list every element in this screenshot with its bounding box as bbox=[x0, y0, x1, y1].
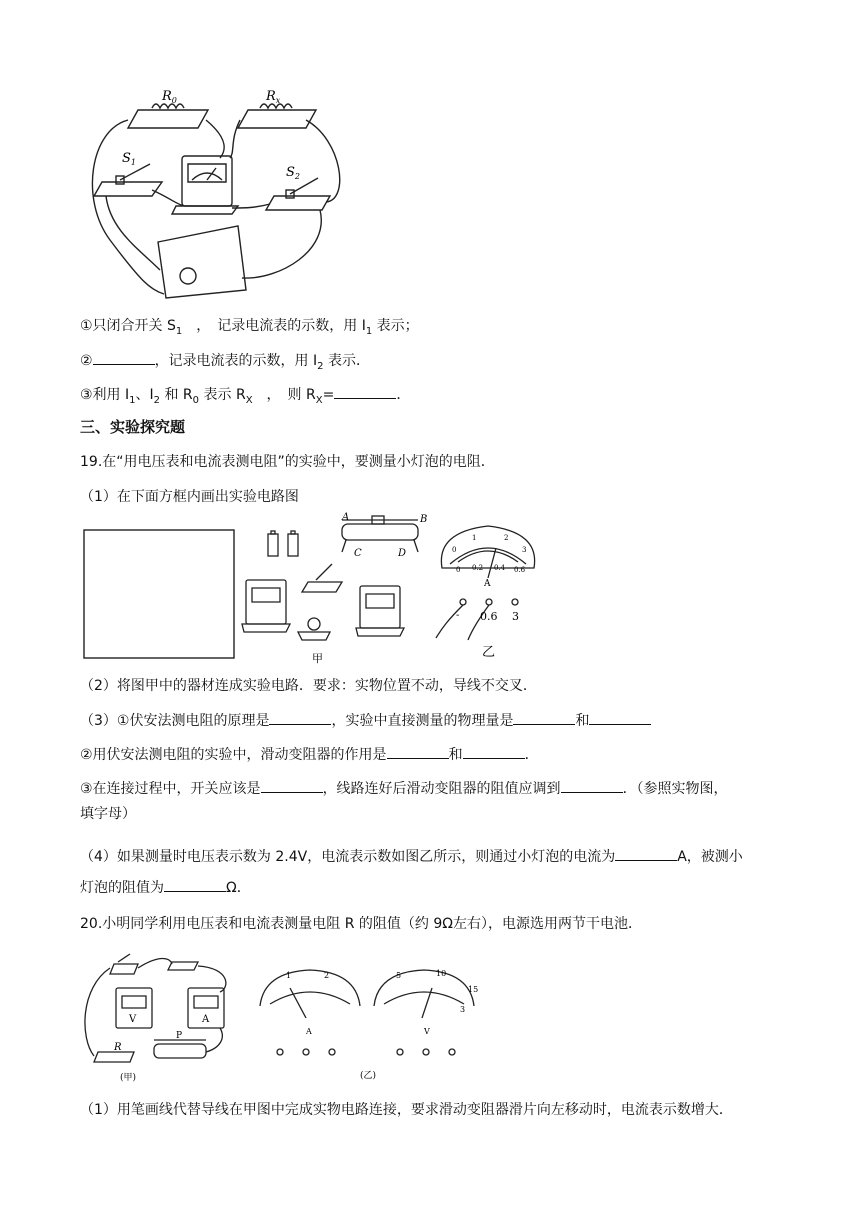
dial-tick-top-3: 3 bbox=[522, 546, 527, 554]
q18-step3: ③利用 $I_1$、$I_2$ 和 $R_0$ 表示 $R_X$ ， 则 $R_X=$ ． bbox=[80, 384, 410, 411]
dial-unit: A bbox=[484, 579, 491, 589]
q19-part3-1: （3）①伏安法测电阻的原理是 ，实验中直接测量的物理量是 和 bbox=[80, 710, 651, 731]
dial-tick-bottom-02: 0.2 bbox=[472, 564, 484, 572]
answer-blank[interactable] bbox=[615, 846, 677, 861]
q19-part2: （2）将图甲中的器材连成实验电路．要求：实物位置不动，导线不交叉． bbox=[80, 678, 537, 694]
answer-blank[interactable] bbox=[93, 350, 155, 365]
dial-v-tick-10: 10 bbox=[436, 969, 447, 978]
answer-blank[interactable] bbox=[561, 778, 623, 793]
dial-v-tick-5: 5 bbox=[396, 971, 402, 980]
circuit-figure-q19 bbox=[80, 508, 560, 668]
drawing-box bbox=[84, 530, 234, 658]
answer-blank[interactable] bbox=[589, 710, 651, 725]
circuit-figure-q18 bbox=[80, 80, 370, 306]
dial-tick-bottom-04: 0.4 bbox=[494, 564, 506, 572]
section-title: 三、实验探究题 bbox=[80, 418, 186, 436]
resistor-label: R bbox=[114, 1042, 122, 1053]
dial-v-unit: V bbox=[424, 1027, 430, 1036]
dial-v-tick-3: 3 bbox=[460, 1005, 466, 1014]
q18-step2: ② ，记录电流表的示数，用 $I_2$ 表示． bbox=[80, 350, 370, 377]
q19-part1: （1）在下面方框内画出实验电路图 bbox=[80, 489, 299, 505]
label-a: A bbox=[342, 512, 350, 523]
r0-label: $R_0$ bbox=[162, 89, 177, 105]
rx-label: $R_x$ bbox=[266, 89, 281, 105]
terminal-minus: - bbox=[456, 610, 460, 621]
ammeter-label: A bbox=[202, 1014, 210, 1025]
answer-blank[interactable] bbox=[269, 710, 331, 725]
q19-part3-2: ②用伏安法测电阻的实验中，滑动变阻器的作用是 和 ． bbox=[80, 744, 539, 765]
terminal-3: 3 bbox=[512, 610, 519, 623]
dial-tick-top-1: 1 bbox=[472, 534, 477, 542]
terminal-06: 0.6 bbox=[480, 610, 498, 623]
answer-blank[interactable] bbox=[334, 384, 396, 399]
answer-blank[interactable] bbox=[513, 710, 575, 725]
q20-part1: （1）用笔画线代替导线在甲图中完成实物电路连接，要求滑动变阻器滑片向左移动时，电流表示数增大． bbox=[80, 1102, 733, 1118]
answer-blank[interactable] bbox=[261, 778, 323, 793]
dial-tick-top-2: 2 bbox=[504, 534, 509, 542]
dial-tick-bottom-0: 0 bbox=[456, 566, 461, 574]
dial-a-tick-1: 1 bbox=[286, 971, 292, 980]
q18-step1: ①只闭合开关 $S_1$ ， 记录电流表的示数，用 $I_1$ 表示； bbox=[80, 318, 419, 337]
s1-label: $S_1$ bbox=[122, 151, 136, 167]
slider-label: P bbox=[176, 1031, 183, 1041]
answer-blank[interactable] bbox=[463, 744, 525, 759]
label-b: B bbox=[420, 514, 428, 525]
label-yi: 乙 bbox=[482, 645, 496, 660]
answer-blank[interactable] bbox=[387, 744, 449, 759]
s2-label: $S_2$ bbox=[286, 165, 300, 181]
q20-stem: 20.小明同学利用电压表和电流表测量电阻 R 的阻值（约 9Ω左右），电源选用两节干电池． bbox=[80, 916, 642, 932]
label-yi: (乙) bbox=[360, 1071, 377, 1081]
dial-v-tick-15: 15 bbox=[468, 985, 479, 994]
q19-part4-cont: 灯泡的阻值为 Ω． bbox=[80, 877, 251, 898]
q19-part3-3: ③在连接过程中，开关应该是 ，线路连好后滑动变阻器的阻值应调到 ．（参照实物图， bbox=[80, 778, 728, 799]
answer-blank[interactable] bbox=[164, 877, 226, 892]
label-d: D bbox=[398, 548, 407, 559]
dial-tick-top-0: 0 bbox=[452, 546, 457, 554]
q19-stem: 19.在“用电压表和电流表测电阻”的实验中，要测量小灯泡的电阻． bbox=[80, 454, 495, 470]
dial-a-tick-2: 2 bbox=[324, 971, 330, 980]
label-c: C bbox=[354, 548, 362, 559]
label-jia: 甲 bbox=[312, 652, 323, 665]
label-jia: (甲) bbox=[120, 1073, 137, 1083]
dial-tick-bottom-06: 0.6 bbox=[514, 566, 526, 574]
dial-a-unit: A bbox=[306, 1027, 312, 1036]
q19-part3-3-cont: 填字母） bbox=[80, 806, 136, 822]
voltmeter-label: V bbox=[129, 1014, 137, 1025]
q19-part4: （4）如果测量时电压表示数为 2.4V，电流表示数如图乙所示，则通过小灯泡的电流为 A，被测小 bbox=[80, 846, 743, 867]
circuit-figure-q20 bbox=[80, 948, 500, 1088]
